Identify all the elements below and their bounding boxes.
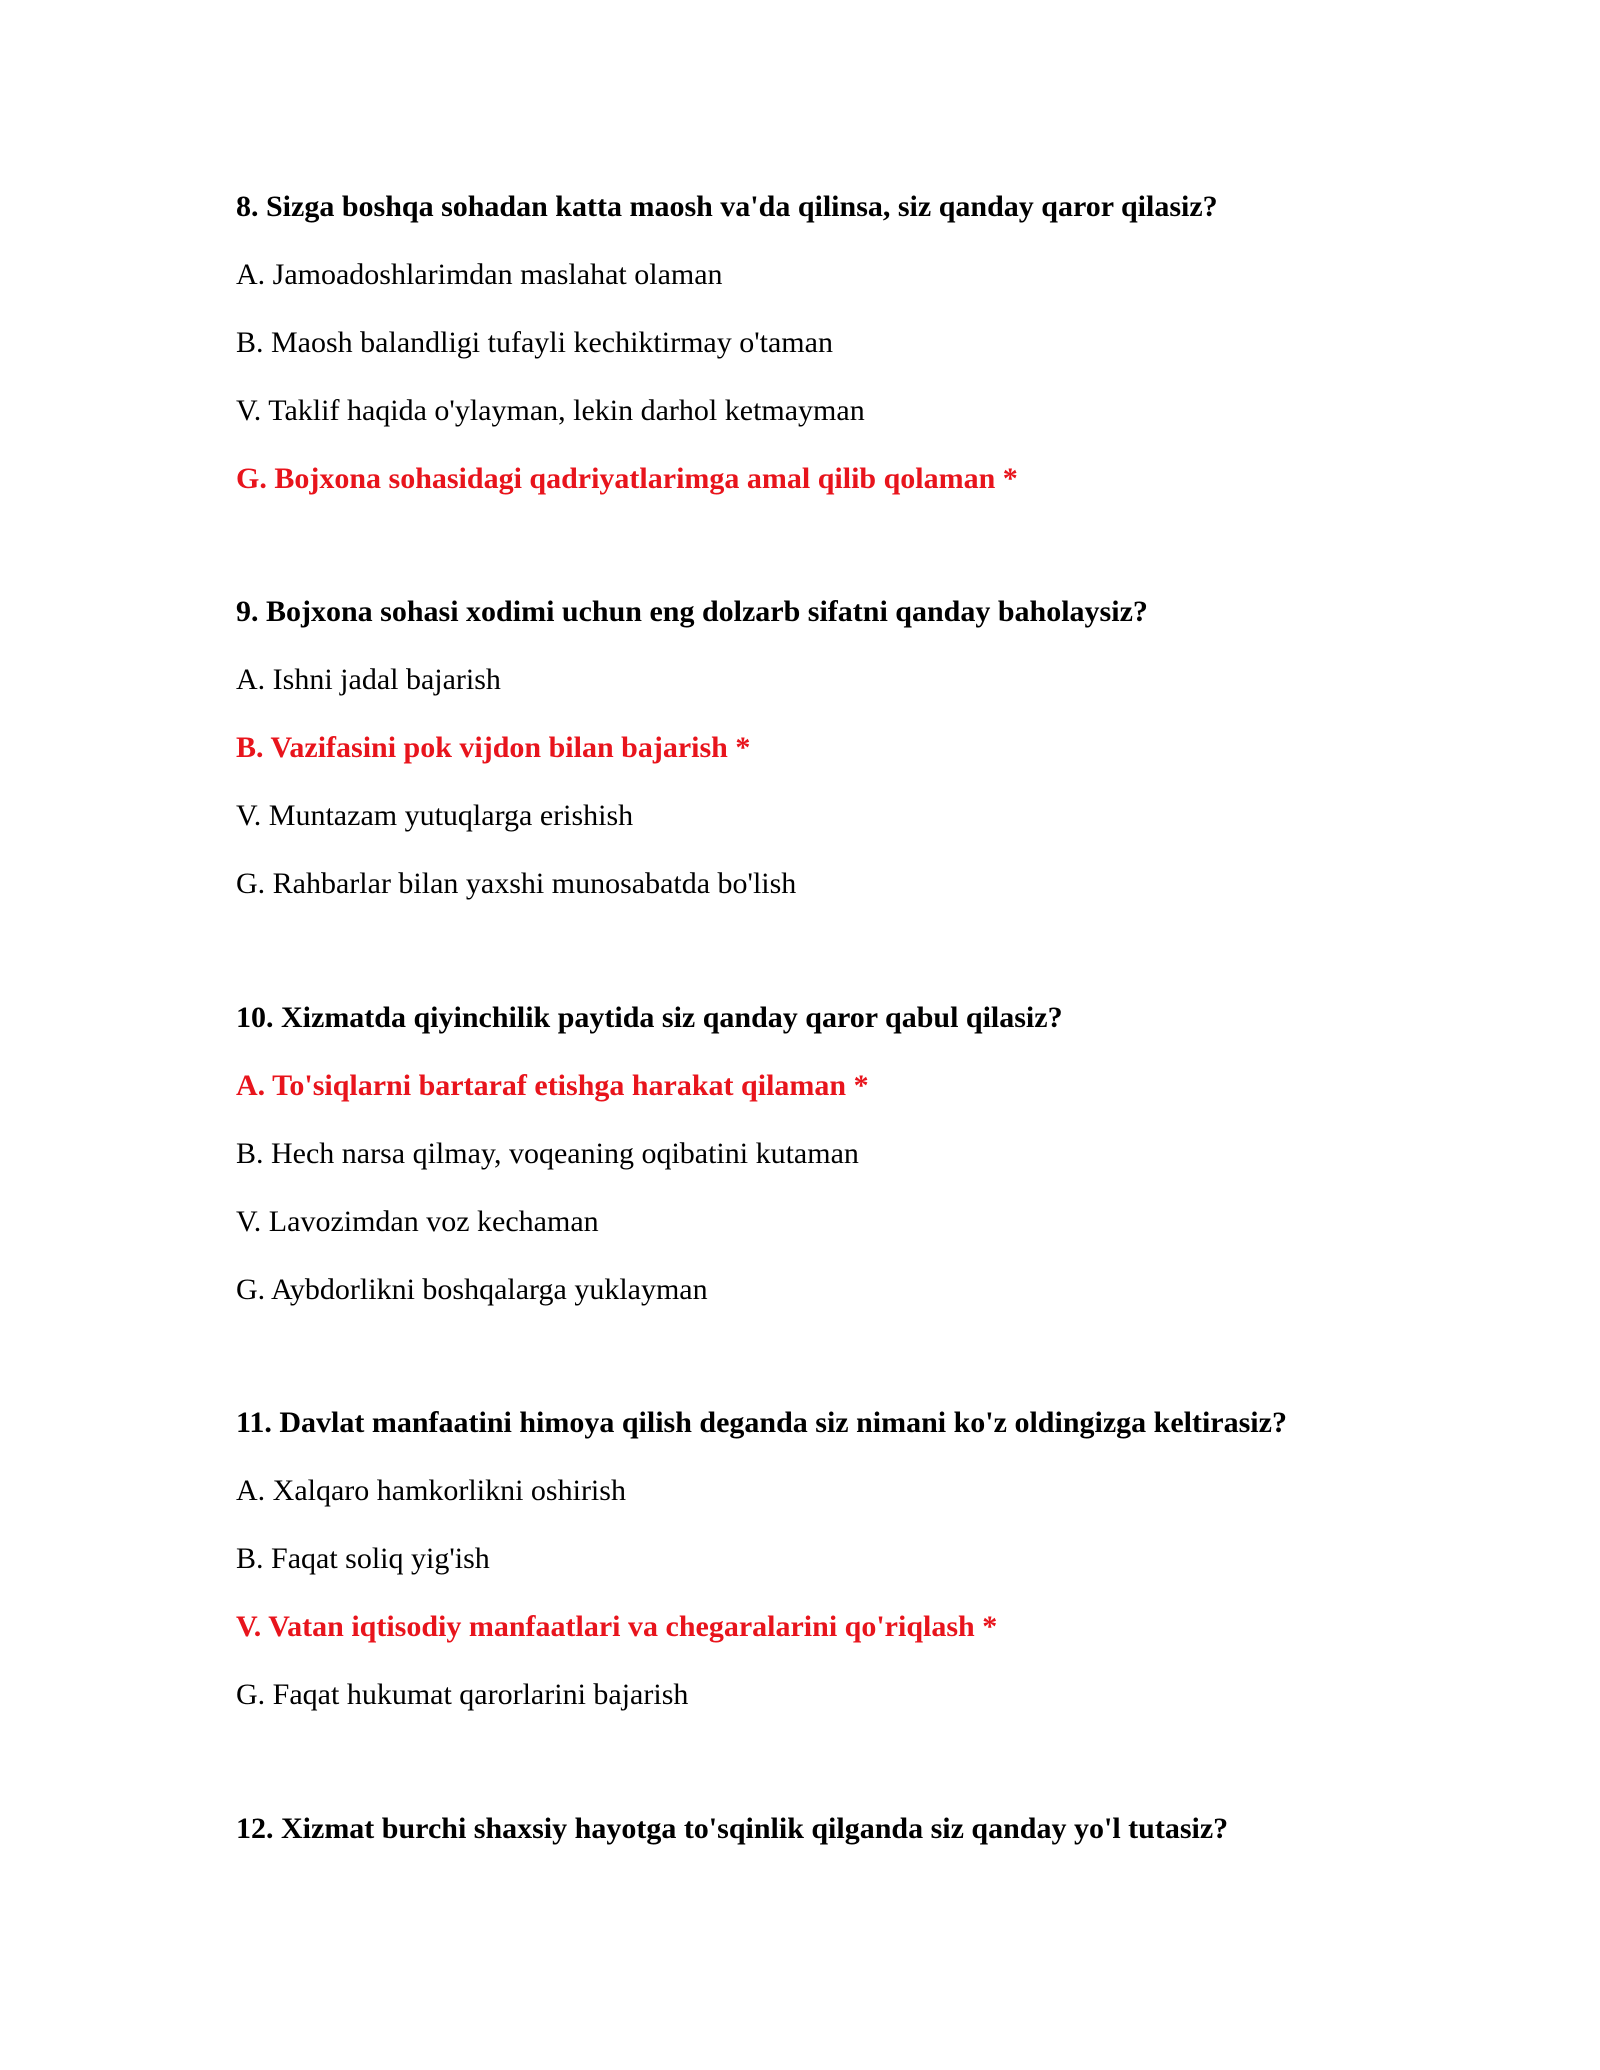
answer-option-a: A. Xalqaro hamkorlikni oshirish: [236, 1474, 626, 1507]
question-12: [236, 1809, 1436, 1849]
answer-option-v: V. Lavozimdan voz kechaman: [236, 1205, 599, 1238]
question-11: [236, 1403, 1436, 1715]
correct-answer-option-a: A. To'siqlarni bartaraf etishga harakat qilaman *: [236, 1069, 869, 1102]
answer-option-b: B. Faqat soliq yig'ish: [236, 1542, 490, 1575]
answer-option-b: B. Maosh balandligi tufayli kechiktirmay o'taman: [236, 326, 833, 359]
answer-option-v: V. Taklif haqida o'ylayman, lekin darhol ketmayman: [236, 394, 865, 427]
question-text: 9. Bojxona sohasi xodimi uchun eng dolzarb sifatni qanday baholaysiz?: [236, 595, 1148, 628]
question-9: [236, 592, 1436, 904]
answer-option-a: A. Jamoadoshlarimdan maslahat olaman: [236, 258, 723, 291]
question-text: 8. Sizga boshqa sohadan katta maosh va'da qilinsa, siz qanday qaror qilasiz?: [236, 190, 1218, 223]
answer-option-b: B. Hech narsa qilmay, voqeaning oqibatini kutaman: [236, 1137, 859, 1170]
correct-answer-option-g: G. Bojxona sohasidagi qadriyatlarimga amal qilib qolaman *: [236, 462, 1018, 495]
answer-option-g: G. Faqat hukumat qarorlarini bajarish: [236, 1678, 689, 1711]
correct-answer-option-b: B. Vazifasini pok vijdon bilan bajarish *: [236, 731, 751, 764]
correct-answer-option-v: V. Vatan iqtisodiy manfaatlari va chegaralarini qo'riqlash *: [236, 1610, 998, 1643]
question-text: 12. Xizmat burchi shaxsiy hayotga to'sqinlik qilganda siz qanday yo'l tutasiz?: [236, 1812, 1229, 1845]
answer-option-v: V. Muntazam yutuqlarga erishish: [236, 799, 634, 832]
question-8: [236, 187, 1436, 499]
answer-option-g: G. Rahbarlar bilan yaxshi munosabatda bo'lish: [236, 867, 797, 900]
answer-option-g: G. Aybdorlikni boshqalarga yuklayman: [236, 1273, 708, 1306]
answer-option-a: A. Ishni jadal bajarish: [236, 663, 501, 696]
question-10: [236, 998, 1436, 1310]
question-text: 10. Xizmatda qiyinchilik paytida siz qanday qaror qabul qilasiz?: [236, 1001, 1063, 1034]
question-text: 11. Davlat manfaatini himoya qilish deganda siz nimani ko'z oldingizga keltirasiz?: [236, 1406, 1287, 1439]
